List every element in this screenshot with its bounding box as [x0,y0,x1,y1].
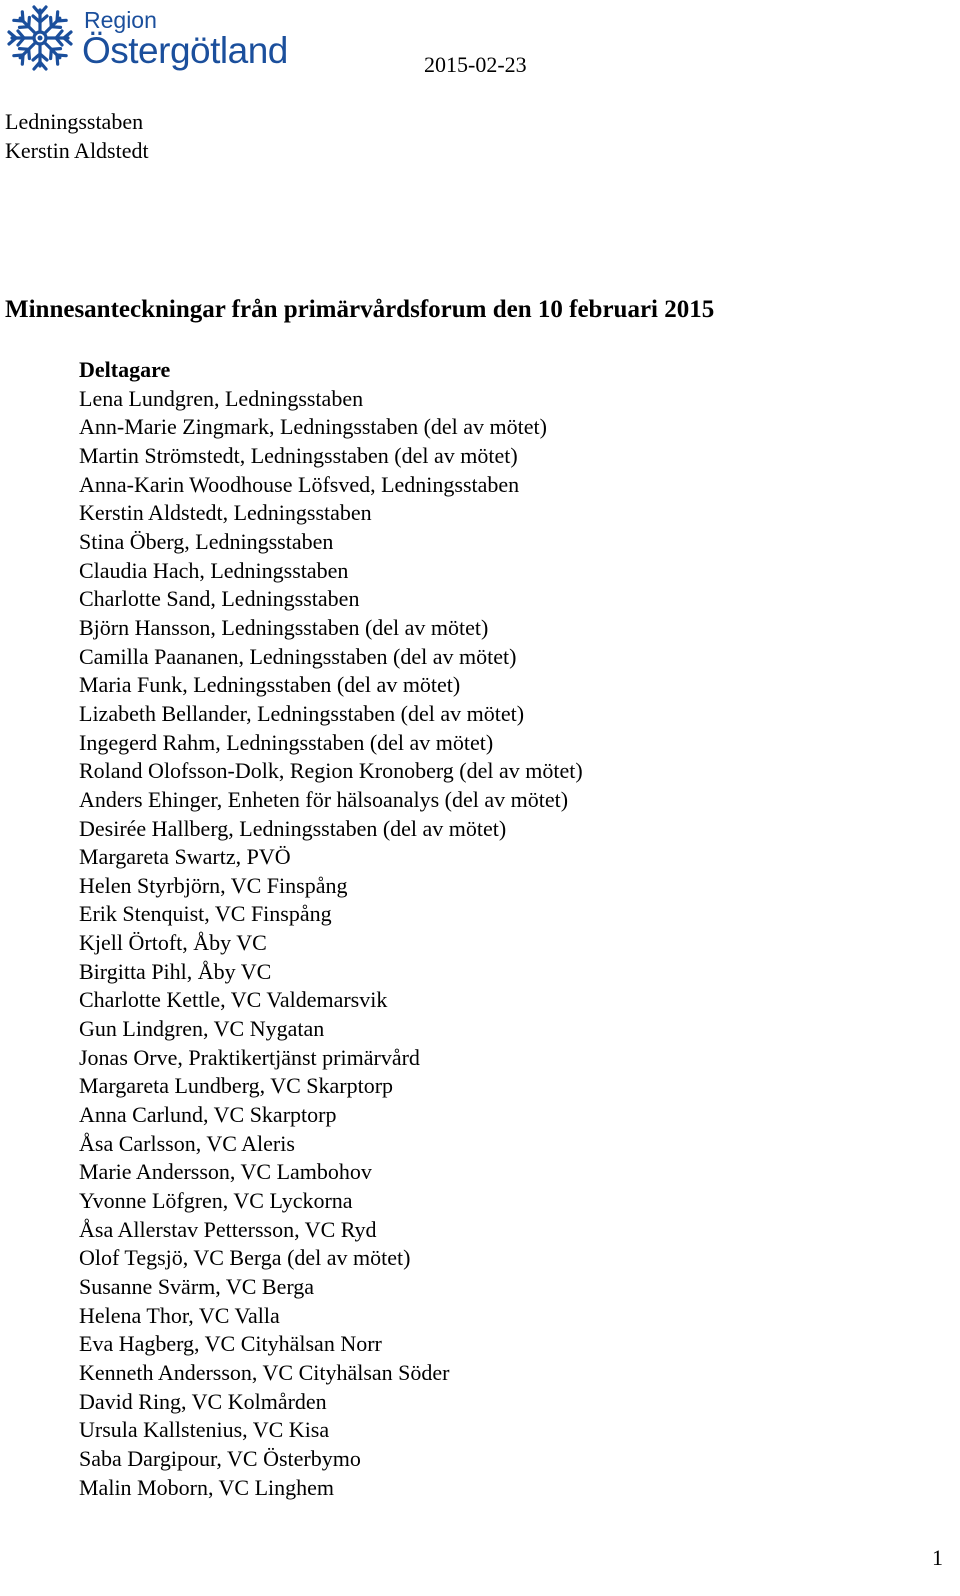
participant-item: Jonas Orve, Praktikertjänst primärvård [79,1044,420,1070]
participant-item: Camilla Paananen, Ledningsstaben (del av mötet) [79,643,517,669]
participant-item: Gun Lindgren, VC Nygatan [79,1016,325,1042]
participant-item: Lena Lundgren, Ledningsstaben [79,385,364,411]
participant-item: Margareta Swartz, PVÖ [79,844,291,870]
participant-item: Anna-Karin Woodhouse Löfsved, Ledningsstaben [79,471,520,497]
participant-item: Lizabeth Bellander, Ledningsstaben (del av mötet) [79,700,525,726]
participants-heading: Deltagare [79,357,171,382]
region-logo [4,2,294,74]
page-number: 1 [932,1545,943,1570]
document-date: 2015-02-23 [424,52,527,77]
participant-item: Helen Styrbjörn, VC Finspång [79,872,348,898]
participant-item: Ann-Marie Zingmark, Ledningsstaben (del av mötet) [79,414,547,440]
participant-item: Claudia Hach, Ledningsstaben [79,557,349,583]
logo-text-region: Region [84,7,157,33]
participant-item: Stina Öberg, Ledningsstaben [79,528,334,554]
participant-item: Martin Strömstedt, Ledningsstaben (del av mötet) [79,442,518,468]
sender-block [5,107,149,165]
participant-item: Charlotte Sand, Ledningsstaben [79,586,360,612]
participant-item: Maria Funk, Ledningsstaben (del av mötet) [79,672,461,698]
participant-item: Ursula Kallstenius, VC Kisa [79,1417,330,1443]
participant-item: Kjell Örtoft, Åby VC [79,930,267,956]
participant-item: Saba Dargipour, VC Österbymo [79,1445,361,1471]
participant-item: Erik Stenquist, VC Finspång [79,901,332,927]
participant-item: Malin Moborn, VC Linghem [79,1474,335,1500]
snowflake-flower-logo-icon [4,2,76,74]
participant-item: Marie Andersson, VC Lambohov [79,1159,372,1185]
participant-item: Helena Thor, VC Valla [79,1302,280,1328]
participant-item: Björn Hansson, Ledningsstaben (del av mötet) [79,614,489,640]
participant-item: Anna Carlund, VC Skarptorp [79,1102,337,1128]
participant-item: Charlotte Kettle, VC Valdemarsvik [79,987,388,1013]
participant-item: Ingegerd Rahm, Ledningsstaben (del av mötet) [79,729,494,755]
participant-item: Åsa Carlsson, VC Aleris [79,1130,295,1156]
participant-item: Roland Olofsson-Dolk, Region Kronoberg (del av mötet) [79,758,583,784]
participant-item: Anders Ehinger, Enheten för hälsoanalys (del av mötet) [79,786,569,812]
participant-item: Kerstin Aldstedt, Ledningsstaben [79,500,372,526]
participant-item: Birgitta Pihl, Åby VC [79,958,272,984]
document-title: Minnesanteckningar från primärvårdsforum den 10 februari 2015 [5,296,715,323]
participant-item: David Ring, VC Kolmården [79,1388,327,1414]
participant-item: Åsa Allerstav Pettersson, VC Ryd [79,1216,377,1242]
sender-department: Ledningsstaben [5,109,144,134]
participants-list [79,385,583,1503]
participant-item: Olof Tegsjö, VC Berga (del av mötet) [79,1245,411,1271]
participant-item: Yvonne Löfgren, VC Lyckorna [79,1188,353,1214]
logo-text-ostergotland: Östergötland [82,30,288,71]
participant-item: Eva Hagberg, VC Cityhälsan Norr [79,1331,382,1357]
participant-item: Desirée Hallberg, Ledningsstaben (del av mötet) [79,815,507,841]
participant-item: Susanne Svärm, VC Berga [79,1274,315,1299]
participants-section [79,356,583,1502]
participant-item: Margareta Lundberg, VC Skarptorp [79,1073,394,1099]
participant-item: Kenneth Andersson, VC Cityhälsan Söder [79,1359,450,1385]
sender-name: Kerstin Aldstedt [5,138,149,163]
